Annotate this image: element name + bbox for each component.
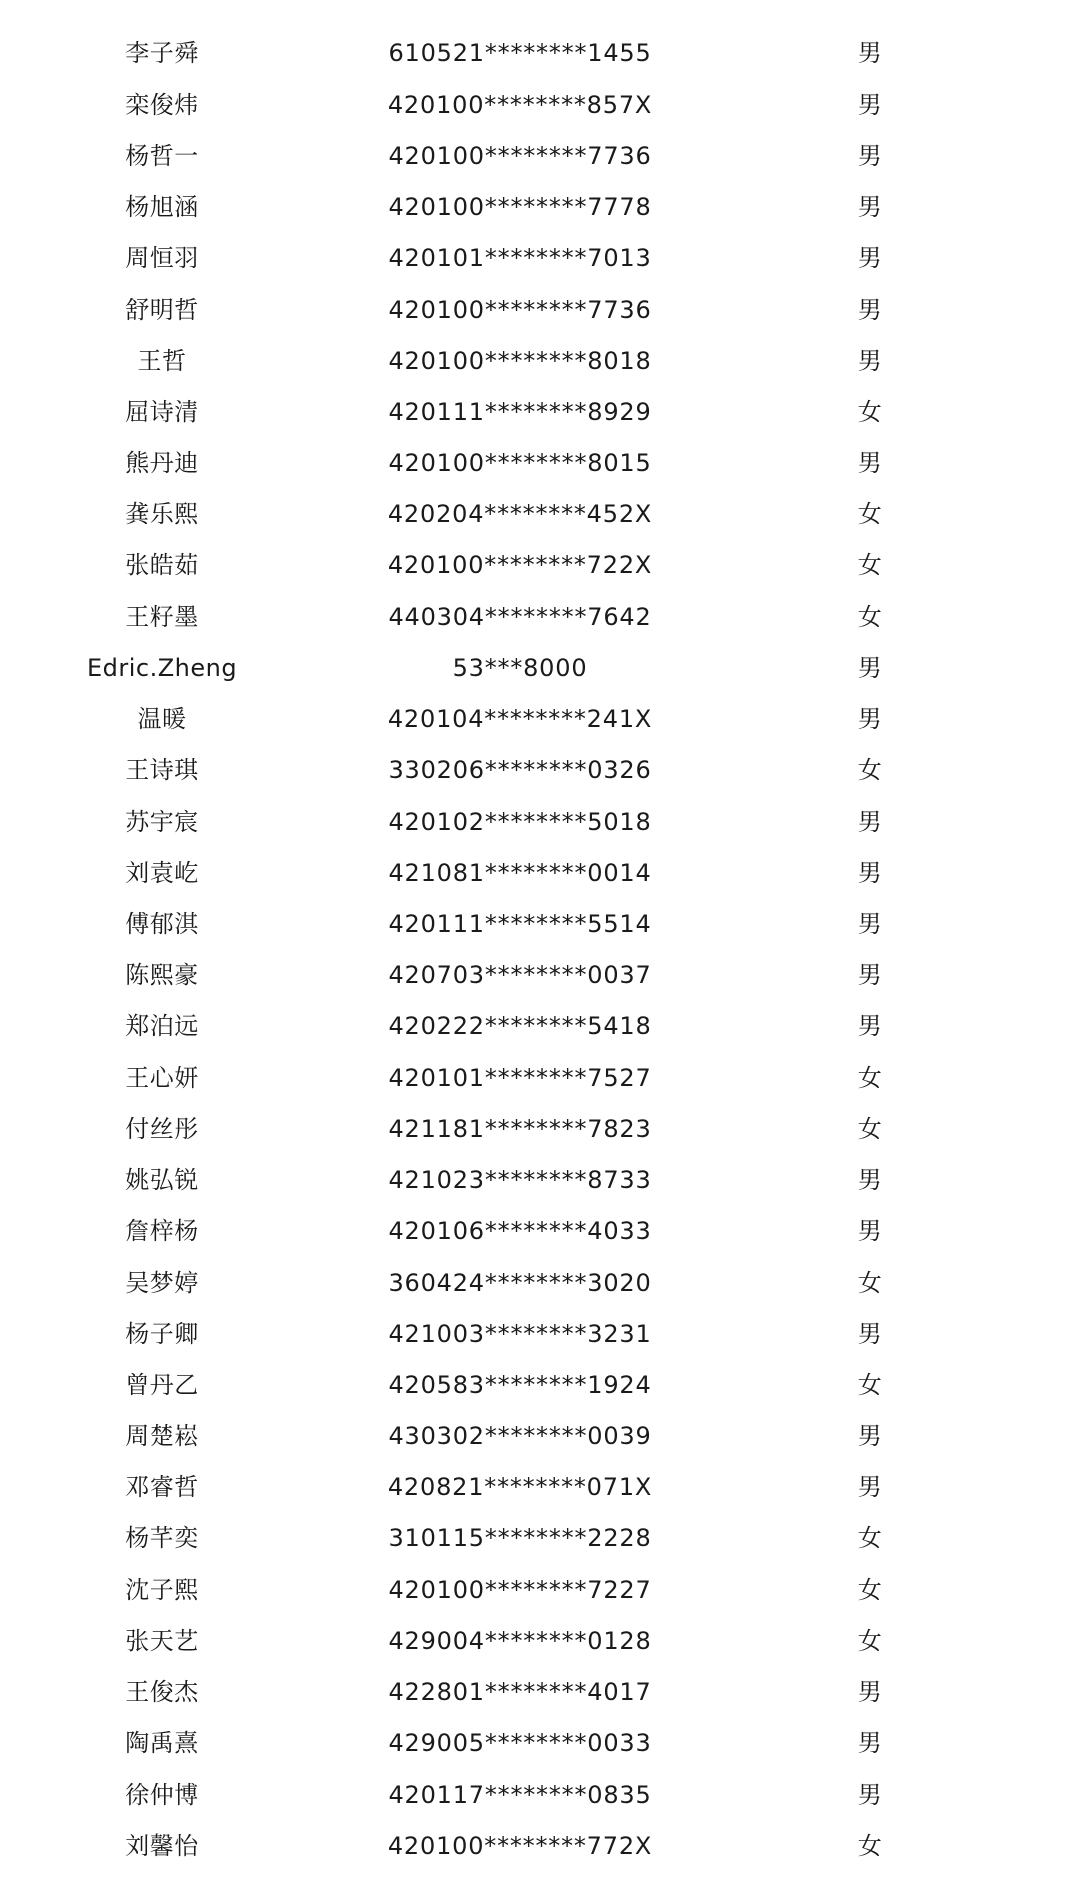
id-number-cell: 421023********8733 <box>388 1166 652 1194</box>
table-row <box>0 1461 1080 1513</box>
table-row <box>0 79 1080 131</box>
gender-cell: 男 <box>857 961 883 989</box>
id-number-cell: 421003********3231 <box>388 1320 652 1348</box>
table-row <box>0 1052 1080 1104</box>
id-number-cell: 420111********5514 <box>388 910 652 938</box>
gender-cell: 女 <box>857 500 883 528</box>
id-number-cell: 53***8000 <box>452 654 588 682</box>
id-number-cell: 420204********452X <box>387 500 653 528</box>
gender-cell: 男 <box>857 1166 883 1194</box>
table-row <box>0 1615 1080 1667</box>
id-number-cell: 330206********0326 <box>388 756 652 784</box>
id-number-cell: 420222********5418 <box>388 1012 652 1040</box>
name-cell: 屈诗清 <box>125 398 199 426</box>
gender-cell: 男 <box>857 1678 883 1706</box>
gender-cell: 女 <box>857 1832 883 1860</box>
table-row <box>0 437 1080 489</box>
gender-cell: 女 <box>857 1371 883 1399</box>
gender-cell: 女 <box>857 1064 883 1092</box>
table-row <box>0 1666 1080 1718</box>
gender-cell: 男 <box>857 859 883 887</box>
table-row <box>0 898 1080 950</box>
table-row <box>0 232 1080 284</box>
gender-cell: 男 <box>857 91 883 119</box>
table-row <box>0 847 1080 899</box>
name-cell: 徐仲博 <box>125 1781 199 1809</box>
gender-cell: 男 <box>857 296 883 324</box>
name-cell: 杨旭涵 <box>125 193 199 221</box>
id-number-cell: 421181********7823 <box>388 1115 652 1143</box>
id-number-cell: 420106********4033 <box>388 1217 652 1245</box>
table-row <box>0 1820 1080 1872</box>
gender-cell: 男 <box>857 39 883 67</box>
name-cell: 姚弘锐 <box>125 1166 199 1194</box>
gender-cell: 女 <box>857 1576 883 1604</box>
table-row <box>0 1308 1080 1360</box>
name-cell: 周楚崧 <box>125 1422 199 1450</box>
id-number-cell: 420101********7527 <box>388 1064 652 1092</box>
gender-cell: 男 <box>857 1320 883 1348</box>
name-cell: 傅郁淇 <box>125 910 199 938</box>
name-cell: 王籽墨 <box>125 603 199 631</box>
name-cell: 詹梓杨 <box>125 1217 199 1245</box>
gender-cell: 男 <box>857 347 883 375</box>
table-row <box>0 181 1080 233</box>
gender-cell: 男 <box>857 1781 883 1809</box>
table-row <box>0 1257 1080 1309</box>
id-number-cell: 420583********1924 <box>388 1371 652 1399</box>
name-cell: 郑泊远 <box>125 1012 199 1040</box>
name-cell: 沈子熙 <box>125 1576 199 1604</box>
name-cell: 张天艺 <box>125 1627 199 1655</box>
gender-cell: 男 <box>857 705 883 733</box>
id-number-cell: 420111********8929 <box>388 398 652 426</box>
gender-cell: 男 <box>857 193 883 221</box>
name-cell: 刘袁屹 <box>125 859 199 887</box>
name-cell: 邓睿哲 <box>125 1473 199 1501</box>
table-row <box>0 1154 1080 1206</box>
name-cell: 王心妍 <box>125 1064 199 1092</box>
gender-cell: 女 <box>857 1524 883 1552</box>
table-row <box>0 642 1080 694</box>
name-cell: 温暖 <box>137 705 187 733</box>
name-cell: 熊丹迪 <box>125 449 199 477</box>
id-number-cell: 422801********4017 <box>388 1678 652 1706</box>
id-number-cell: 420100********7736 <box>388 296 652 324</box>
gender-cell: 女 <box>857 398 883 426</box>
gender-cell: 女 <box>857 551 883 579</box>
table-row <box>0 27 1080 79</box>
name-cell: 杨子卿 <box>125 1320 199 1348</box>
gender-cell: 男 <box>857 808 883 836</box>
name-cell: 刘馨怡 <box>125 1832 199 1860</box>
name-cell: 王哲 <box>137 347 187 375</box>
gender-cell: 女 <box>857 1115 883 1143</box>
table-row <box>0 1205 1080 1257</box>
gender-cell: 男 <box>857 1217 883 1245</box>
table-row <box>0 1564 1080 1616</box>
gender-cell: 男 <box>857 910 883 938</box>
table-row <box>0 1359 1080 1411</box>
table-row <box>0 1717 1080 1769</box>
name-cell: 杨芊奕 <box>125 1524 199 1552</box>
name-cell: Edric.Zheng <box>86 654 238 682</box>
id-number-cell: 420100********8015 <box>388 449 652 477</box>
gender-cell: 男 <box>857 654 883 682</box>
table-row <box>0 591 1080 643</box>
table-row <box>0 284 1080 336</box>
table-row <box>0 386 1080 438</box>
id-number-cell: 420100********772X <box>387 1832 653 1860</box>
id-number-cell: 429004********0128 <box>388 1627 652 1655</box>
name-cell: 李子舜 <box>125 39 199 67</box>
table-row <box>0 1410 1080 1462</box>
id-number-cell: 421081********0014 <box>388 859 652 887</box>
name-cell: 王诗琪 <box>125 756 199 784</box>
name-cell: 陈熙豪 <box>125 961 199 989</box>
table-row <box>0 1000 1080 1052</box>
name-cell: 杨哲一 <box>125 142 199 170</box>
table-row <box>0 488 1080 540</box>
id-number-cell: 420117********0835 <box>388 1781 652 1809</box>
name-cell: 苏宇宸 <box>125 808 199 836</box>
id-number-cell: 420101********7013 <box>388 244 652 272</box>
id-number-cell: 420100********722X <box>387 551 653 579</box>
gender-cell: 男 <box>857 1729 883 1757</box>
table-row <box>0 1769 1080 1821</box>
name-cell: 周恒羽 <box>125 244 199 272</box>
table-row <box>0 1512 1080 1564</box>
id-number-cell: 420104********241X <box>387 705 653 733</box>
id-number-cell: 610521********1455 <box>388 39 652 67</box>
table-row <box>0 130 1080 182</box>
table-row <box>0 335 1080 387</box>
table-row <box>0 1103 1080 1155</box>
id-number-cell: 440304********7642 <box>388 603 652 631</box>
id-number-cell: 420100********7227 <box>388 1576 652 1604</box>
gender-cell: 男 <box>857 244 883 272</box>
name-cell: 曾丹乙 <box>125 1371 199 1399</box>
id-number-cell: 420100********7778 <box>388 193 652 221</box>
gender-cell: 女 <box>857 603 883 631</box>
gender-cell: 男 <box>857 449 883 477</box>
table-row <box>0 693 1080 745</box>
gender-cell: 男 <box>857 1012 883 1040</box>
name-cell: 付丝彤 <box>125 1115 199 1143</box>
name-cell: 王俊杰 <box>125 1678 199 1706</box>
gender-cell: 男 <box>857 1422 883 1450</box>
name-cell: 舒明哲 <box>125 296 199 324</box>
id-number-cell: 420100********7736 <box>388 142 652 170</box>
id-number-cell: 420100********857X <box>387 91 653 119</box>
name-cell: 龚乐熙 <box>125 500 199 528</box>
table-row <box>0 744 1080 796</box>
table-row <box>0 796 1080 848</box>
name-cell: 张皓茹 <box>125 551 199 579</box>
gender-cell: 女 <box>857 756 883 784</box>
id-number-cell: 420703********0037 <box>388 961 652 989</box>
gender-cell: 女 <box>857 1269 883 1297</box>
name-cell: 陶禹熹 <box>125 1729 199 1757</box>
name-cell: 栾俊炜 <box>125 91 199 119</box>
id-number-cell: 310115********2228 <box>388 1524 652 1552</box>
table-row <box>0 949 1080 1001</box>
gender-cell: 男 <box>857 1473 883 1501</box>
id-number-cell: 360424********3020 <box>388 1269 652 1297</box>
gender-cell: 男 <box>857 142 883 170</box>
id-number-cell: 420821********071X <box>387 1473 653 1501</box>
id-number-cell: 430302********0039 <box>388 1422 652 1450</box>
gender-cell: 女 <box>857 1627 883 1655</box>
id-number-cell: 429005********0033 <box>388 1729 652 1757</box>
id-number-cell: 420102********5018 <box>388 808 652 836</box>
name-cell: 吴梦婷 <box>125 1269 199 1297</box>
id-number-cell: 420100********8018 <box>388 347 652 375</box>
table-row <box>0 539 1080 591</box>
